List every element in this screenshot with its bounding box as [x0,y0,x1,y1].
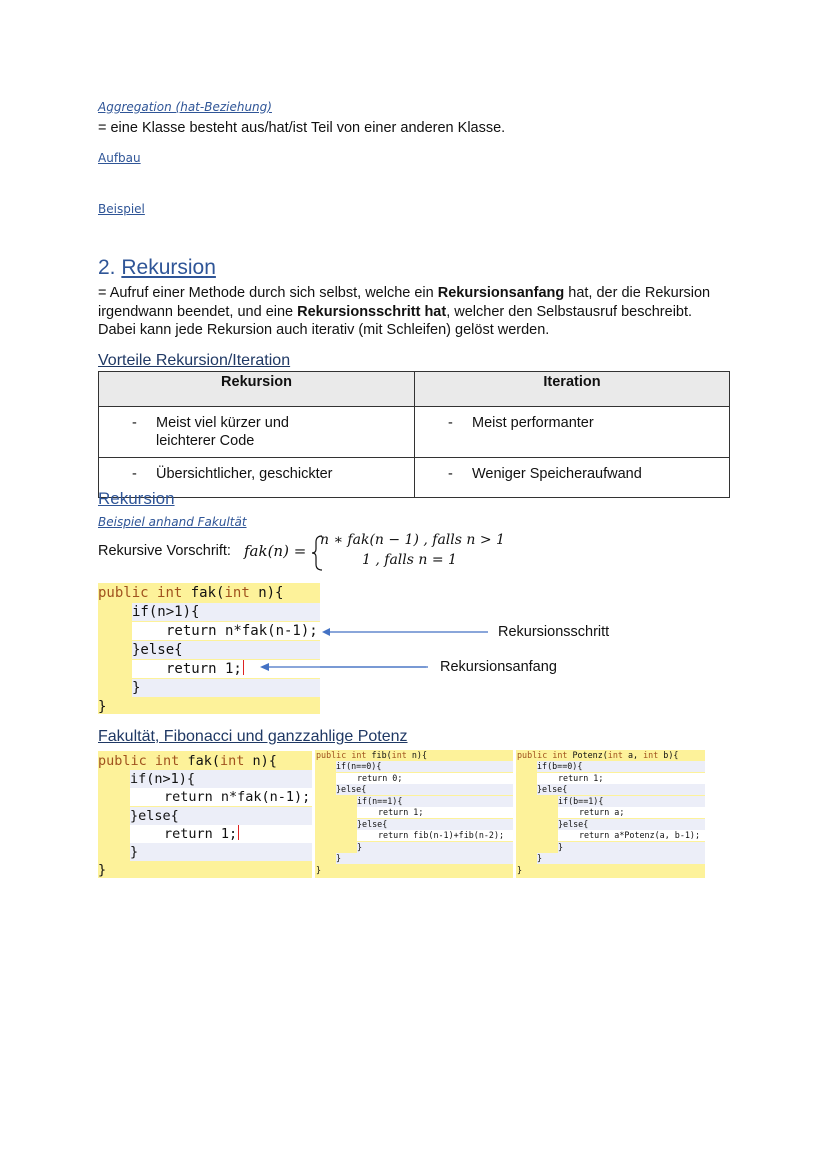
code-line: public int fak(int n){ [98,753,277,769]
rule-lhs: fak(n) = [244,542,307,560]
code-line: if(b==0){ [537,761,583,771]
code-line: if(n==0){ [336,761,382,771]
code-line: return 1; [166,661,242,677]
comparison-table [98,371,730,498]
section-number: 2. [98,256,116,279]
code-block-potenz [516,750,705,878]
code-line: } [558,842,564,852]
code-line: return n*fak(n-1); [166,623,318,639]
code-line: return 0; [357,773,403,783]
def-bold-1: Rekursionsanfang [437,285,565,301]
code-line: } [132,680,141,696]
code-line: public int fak(int n){ [98,585,284,601]
code-line: public int Potenz(int a, int b){ [517,750,679,760]
rule-label: Rekursive Vorschrift: [98,543,231,559]
code-line: return fib(n-1)+fib(n-2); [378,830,505,840]
code-line: return a*Potenz(a, b-1); [579,830,701,840]
code-line: }else{ [537,784,568,794]
code-line: } [316,865,322,875]
code-line: } [336,853,342,863]
code-line: return a; [579,807,625,817]
aggregation-link[interactable]: Aggregation (hat-Beziehung) [98,100,272,114]
table-caption[interactable]: Vorteile Rekursion/Iteration [98,352,291,369]
rule-case-2: 1 , falls n = 1 [362,552,457,568]
section-title[interactable]: Rekursion [121,256,216,279]
text-caret [238,825,239,840]
code-line: return 1; [558,773,604,783]
beispiel-link[interactable]: Beispiel [98,202,145,216]
code-line: } [130,844,139,860]
def-text-1: = Aufruf einer Methode durch sich selbst, welche ein [98,285,438,301]
table-header-iteration: Iteration [415,372,730,407]
code-line: if(n>1){ [130,771,196,787]
example-link[interactable]: Beispiel anhand Fakultät [98,515,247,529]
code-block-fak-2 [98,751,312,878]
table-cell: Übersichtlicher, geschickter [156,466,333,482]
rule-case-1: n ∗ fak(n − 1) , falls n > 1 [320,532,505,548]
code-line: }else{ [130,808,179,824]
bullet-dash: - [132,466,137,482]
code-line: if(b==1){ [558,796,604,806]
aufbau-link[interactable]: Aufbau [98,151,141,165]
code-block-fib [315,750,513,878]
aggregation-definition: = eine Klasse besteht aus/hat/ist Teil von einer anderen Klasse. [98,120,506,136]
code-line: } [357,842,363,852]
table-cell: Meist performanter [472,415,594,431]
examples-heading[interactable]: Fakultät, Fibonacci und ganzzahlige Potenz [98,728,408,745]
def-bold-2: Rekursionsschritt hat [297,303,447,320]
text-caret [243,660,244,675]
bullet-dash: - [132,415,137,431]
bullet-dash: - [448,466,453,482]
code-line: return 1; [164,826,238,842]
def-text-3: , welcher den Selbstausruf beschreibt. Dabei kann jede Rekursion auch iterativ (mit Schleifen) gelöst werden. [98,303,693,338]
code-line: } [98,862,107,878]
rekursion-definition [98,284,730,340]
code-line: }else{ [558,819,589,829]
code-line: } [517,865,523,875]
code-line: public int fib(int n){ [316,750,427,760]
code-line: }else{ [357,819,388,829]
section-heading [98,256,216,280]
annotation-start: Rekursionsanfang [440,659,557,675]
table-row [99,458,730,498]
code-line: }else{ [336,784,367,794]
code-line: return 1; [378,807,424,817]
table-cell: Meist viel kürzer und leichterer Code [156,415,289,449]
code-line: return n*fak(n-1); [164,789,311,805]
table-cell: Weniger Speicheraufwand [472,466,642,482]
def-text-2: hat, der die Rekursion irgendwann beendet, und eine [98,285,711,320]
table-row [99,407,730,458]
table-header-rekursion: Rekursion [99,372,415,407]
code-line: if(n==1){ [357,796,403,806]
code-line: if(n>1){ [132,604,200,620]
arrow-start [258,662,428,674]
rekursion-heading[interactable]: Rekursion [98,489,175,508]
code-block-fak [98,583,320,714]
bullet-dash: - [448,415,453,431]
code-line: } [98,699,107,715]
annotation-step: Rekursionsschritt [498,624,610,640]
code-line: }else{ [132,642,183,658]
code-line: } [537,853,543,863]
